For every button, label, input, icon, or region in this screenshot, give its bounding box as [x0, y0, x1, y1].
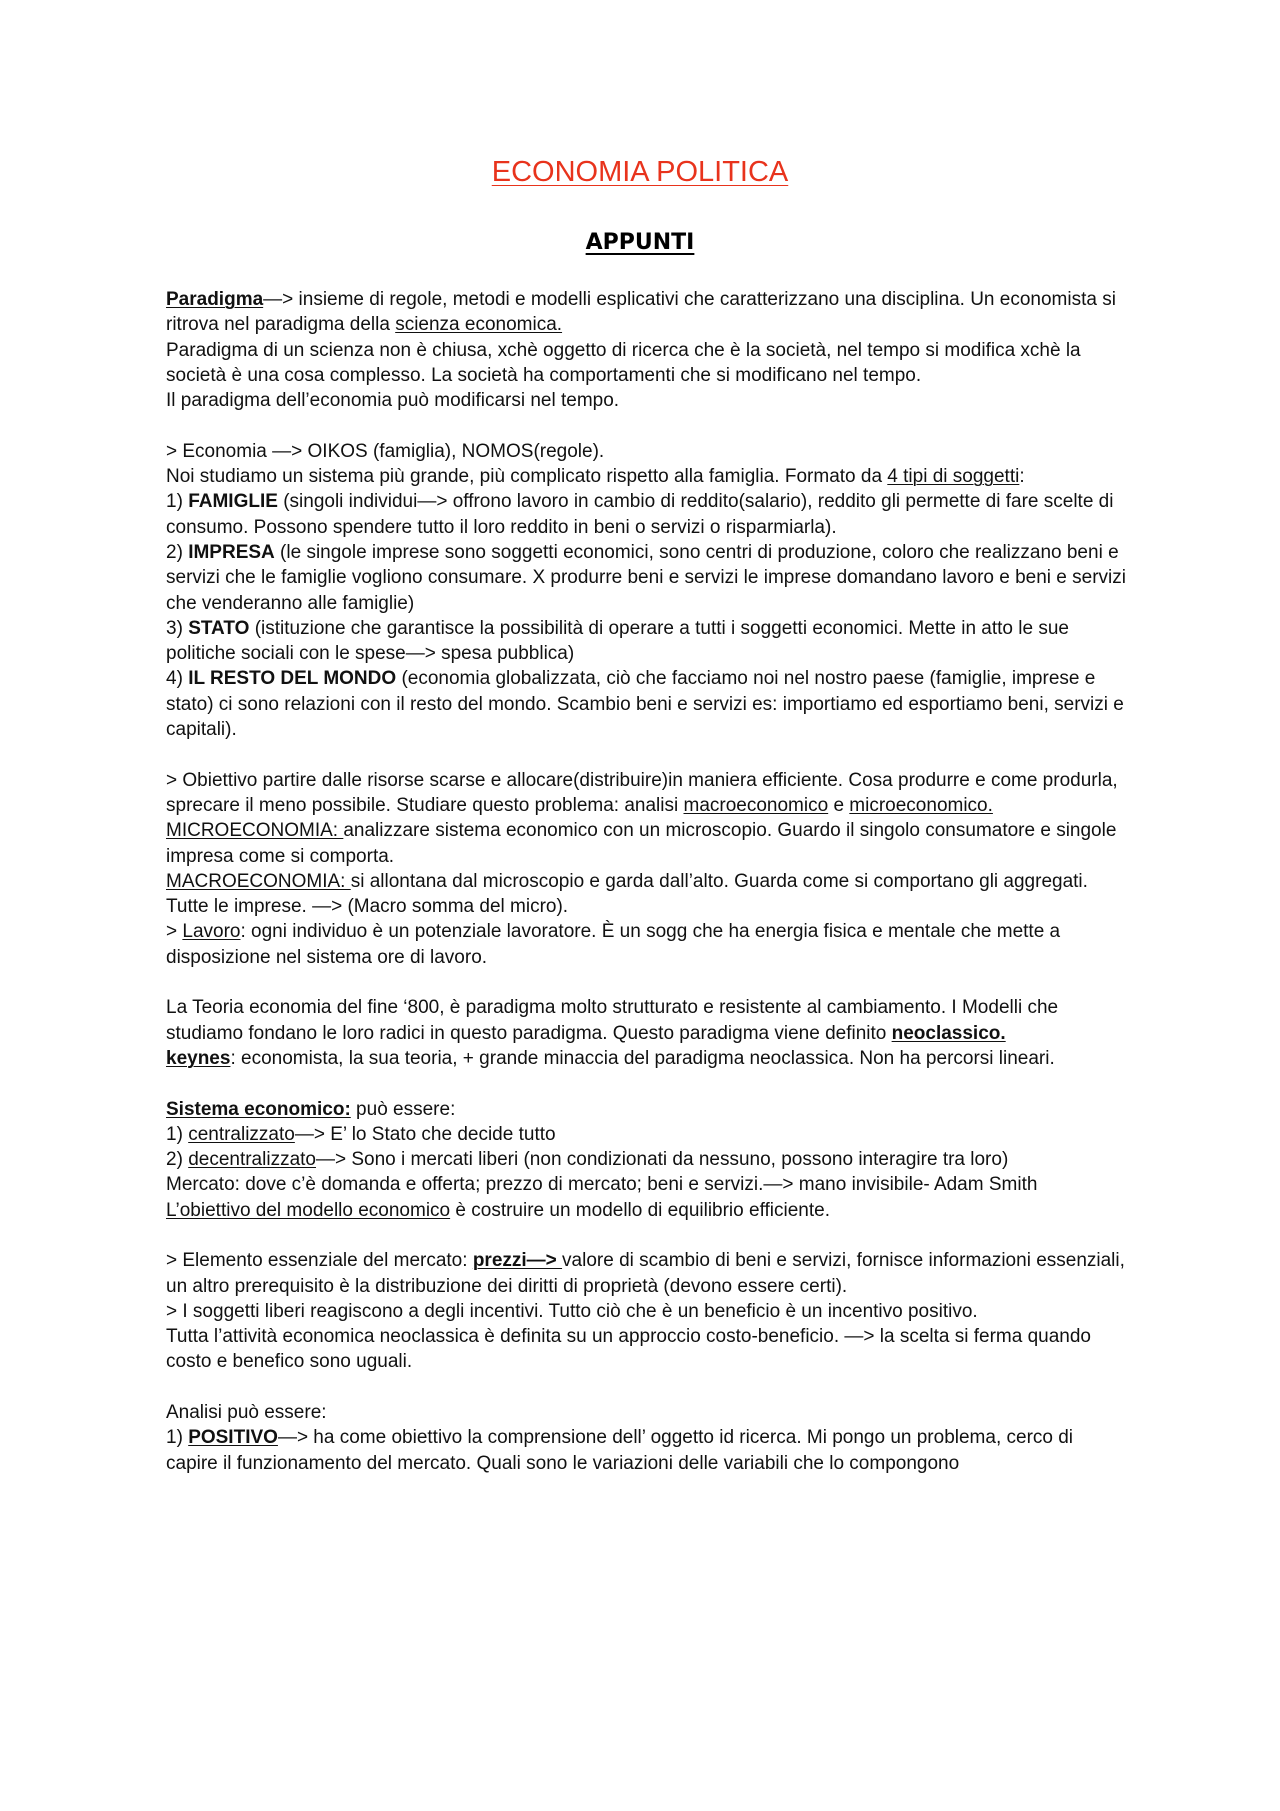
- paragraph-prezzi: [166, 1248, 1126, 1299]
- list-item-impresa: [166, 540, 1126, 616]
- document-subtitle: APPUNTI: [585, 230, 695, 255]
- term-sistema-economico: Sistema economico:: [166, 1098, 351, 1120]
- list-item-famiglie: [166, 489, 1126, 540]
- paragraph-line: Analisi può essere:: [166, 1402, 327, 1424]
- term-macroeconomico: macroeconomico: [683, 794, 829, 816]
- document-body: [166, 287, 1126, 1476]
- paragraph-microeconomia: [166, 818, 1126, 869]
- document-title: ECONOMIA POLITICA: [491, 156, 789, 188]
- text-run: La Teoria economia del fine ‘800, è paradigma molto strutturato e resistente al cambiamento. I Modelli che studiamo fondano le loro radici in questo paradigma. Questo paradigma viene definito: [166, 997, 1059, 1044]
- text-run: Noi studiamo un sistema più grande, più complicato rispetto alla famiglia. Formato da: [166, 466, 888, 488]
- list-number: 2): [166, 541, 189, 563]
- paragraph-obiettivo: [166, 1198, 1126, 1223]
- blank-line: [166, 742, 1126, 767]
- list-item-positivo: [166, 1425, 1126, 1476]
- paragraph-keynes: [166, 1046, 1126, 1071]
- paragraph-line: > I soggetti liberi reagiscono a degli incentivi. Tutto ciò che è un beneficio è un incentivo positivo.: [166, 1300, 978, 1322]
- paragraph-line: [166, 464, 1126, 489]
- term-lavoro: Lavoro: [182, 921, 241, 943]
- list-number: 1): [166, 1427, 189, 1449]
- term-tipi-soggetti: 4 tipi di soggetti: [887, 466, 1020, 488]
- text-run: può essere:: [350, 1098, 456, 1120]
- text-run: analizzare sistema economico con un microscopio. Guardo il singolo consumatore e singole impresa come si comporta.: [166, 820, 1117, 867]
- term-paradigma: Paradigma: [166, 289, 264, 310]
- text-run: (istituzione che garantisce la possibilità di operare a tutti i soggetti economici. Mette in atto le sue politiche sociali con le spese—> spesa pubblica): [166, 617, 1069, 665]
- paragraph-line: [166, 768, 1126, 819]
- text-run: >: [166, 921, 183, 943]
- text-run: : economista, la sua teoria, + grande minaccia del paradigma neoclassica. Non ha percorsi lineari.: [230, 1047, 1055, 1069]
- paragraph-macroeconomia: [166, 869, 1126, 920]
- paragraph-line: Mercato: dove c’è domanda e offerta; prezzo di mercato; beni e servizi.—> mano invisibile- Adam Smith: [166, 1174, 1038, 1196]
- list-number: 1): [166, 491, 189, 513]
- paradigma-definition: —> insieme di regole, metodi e modelli esplicativi che caratterizzano una disciplina. Un economista si ritrova nel paradigma della: [166, 289, 1116, 336]
- term-resto-del-mondo: IL RESTO DEL MONDO: [188, 668, 397, 690]
- paragraph-paradigma: [166, 287, 1126, 338]
- blank-line: [166, 1223, 1126, 1248]
- term-positivo: POSITIVO: [188, 1427, 278, 1449]
- term-stato: STATO: [188, 617, 250, 639]
- blank-line: [166, 1071, 1126, 1096]
- text-run: valore di scambio di beni e servizi, fornisce informazioni essenziali, un altro prerequisito è la distribuzione dei diritti di proprietà (devono essere certi).: [166, 1250, 1125, 1297]
- text-run: —> Sono i mercati liberi (non condizionati da nessuno, possono interagire tra loro): [315, 1149, 1009, 1171]
- text-run: > Elemento essenziale del mercato:: [166, 1250, 473, 1272]
- term-microeconomia: MICROECONOMIA:: [166, 820, 344, 842]
- term-prezzi: prezzi—>: [472, 1250, 563, 1272]
- paragraph-teoria: [166, 995, 1126, 1046]
- blank-line: [166, 970, 1126, 995]
- text-run: si allontana dal microscopio e garda dall’alto. Guarda come si comportano gli aggregati. Tutte le imprese. —> (Macro somma del micro).: [166, 870, 1088, 918]
- list-number: 2): [166, 1149, 189, 1171]
- term-famiglie: FAMIGLIE: [188, 491, 278, 513]
- paragraph-line: Paradigma di un scienza non è chiusa, xchè oggetto di ricerca che è la società, nel tempo si modifica xchè la società è una cosa complesso. La società ha comportamenti che si modificano nel tempo.: [166, 339, 1081, 386]
- text-run: e: [828, 794, 850, 816]
- text-run: (singoli individui—> offrono lavoro in cambio di reddito(salario), reddito gli permette di fare scelte di consumo. Possono spendere tutto il loro reddito in beni o servizi o risparmiarla).: [166, 491, 1114, 538]
- paragraph-sistema-economico: [166, 1097, 1126, 1122]
- text-run: —> ha come obiettivo la comprensione dell’ oggetto id ricerca. Mi pongo un problema, cerco di capire il funzionamento del mercato. Quali sono le variazioni delle variabili che lo compongono: [166, 1427, 1074, 1474]
- term-centralizzato: centralizzato: [188, 1123, 295, 1145]
- paragraph-line: Tutta l’attività economica neoclassica è definita su un approccio costo-beneficio. —> la scelta si ferma quando costo e benefico sono uguali.: [166, 1326, 1091, 1373]
- list-item-stato: [166, 616, 1126, 667]
- term-impresa: IMPRESA: [188, 541, 275, 563]
- term-microeconomico: microeconomico.: [849, 794, 993, 816]
- list-item-decentralizzato: [166, 1147, 1126, 1172]
- blank-line: [166, 413, 1126, 438]
- blank-line: [166, 1375, 1126, 1400]
- paragraph-line: > Economia —> OIKOS (famiglia), NOMOS(regole).: [166, 440, 605, 462]
- text-run: è costruire un modello di equilibrio efficiente.: [450, 1199, 830, 1221]
- list-item-resto-del-mondo: [166, 666, 1126, 742]
- term-neoclassico: neoclassico.: [891, 1022, 1006, 1044]
- term-macroeconomia: MACROECONOMIA:: [166, 870, 351, 892]
- text-run: (le singole imprese sono soggetti economici, sono centri di produzione, coloro che realizzano beni e servizi che le famiglie vogliono consumare. X produrre beni e servizi le imprese domandano lavoro e beni e servizi che venderanno alle famiglie): [166, 541, 1126, 614]
- term-scienza-economica: scienza economica.: [395, 314, 563, 336]
- list-number: 4): [166, 668, 189, 690]
- text-run: (economia globalizzata, ciò che facciamo noi nel nostro paese (famiglie, imprese e stato) ci sono relazioni con il resto del mondo. Scambio beni e servizi es: importiamo ed esportiamo beni, servizi e capitali).: [166, 668, 1124, 741]
- text-run: —> E’ lo Stato che decide tutto: [294, 1123, 556, 1145]
- list-number: 1): [166, 1123, 189, 1145]
- term-decentralizzato: decentralizzato: [188, 1149, 316, 1171]
- paragraph-line: Il paradigma dell’economia può modificarsi nel tempo.: [166, 390, 620, 412]
- term-keynes: keynes: [166, 1047, 231, 1069]
- text-run: > Obiettivo partire dalle risorse scarse e allocare(distribuire)in maniera efficiente. Cosa produrre e come produrla, sprecare il meno possibile. Studiare questo problema: analisi: [166, 769, 1118, 816]
- term-obiettivo-modello: L’obiettivo del modello economico: [166, 1199, 451, 1221]
- paragraph-lavoro: [166, 919, 1126, 970]
- text-run: :: [1019, 466, 1025, 488]
- text-run: : ogni individuo è un potenziale lavoratore. È un sogg che ha energia fisica e mentale che mette a disposizione nel sistema ore di lavoro.: [166, 921, 1061, 968]
- list-item-centralizzato: [166, 1122, 1126, 1147]
- list-number: 3): [166, 617, 189, 639]
